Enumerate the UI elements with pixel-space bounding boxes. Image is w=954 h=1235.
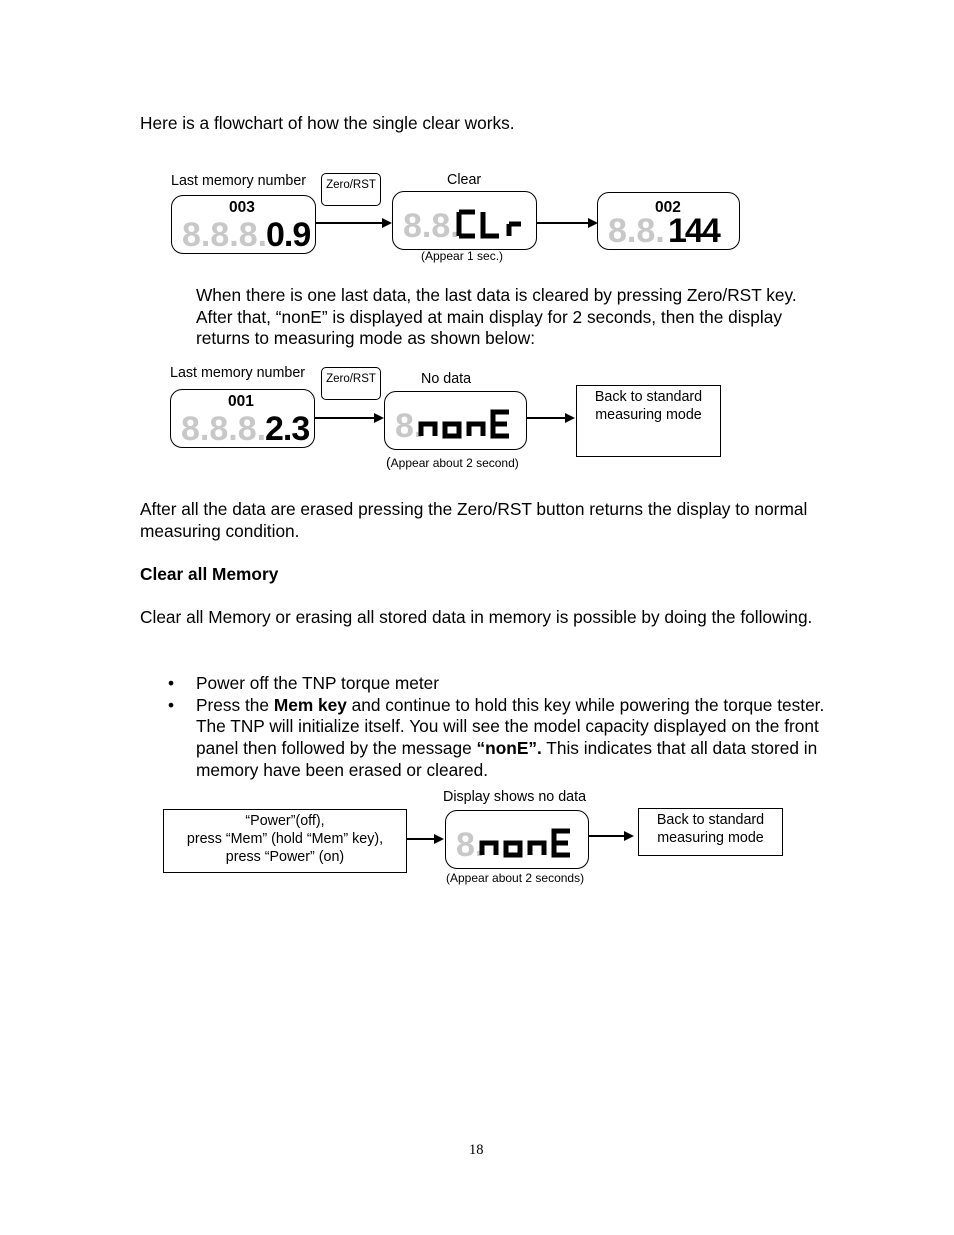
flow1-zero-rst-button: Zero/RST (321, 173, 381, 206)
flow2-note: (Appear about 2 second) (386, 454, 519, 470)
intro-text: Here is a flowchart of how the single clear works. (140, 113, 515, 133)
svg-text:0.9: 0.9 (266, 216, 310, 250)
flow2-result-box: Back to standard measuring mode (576, 385, 721, 457)
flow3-result-box: Back to standard measuring mode (638, 808, 783, 856)
flow3-step-box (163, 809, 407, 873)
flow3-note: (Appear about 2 seconds) (446, 871, 585, 885)
lcd-display-last-memory (171, 195, 316, 254)
svg-text:8.: 8. (456, 826, 485, 861)
lcd-digits (179, 410, 309, 444)
list-item: • Power off the TNP torque meter (168, 673, 440, 693)
step-line: press “Power” (on) (225, 849, 345, 865)
paragraph-after-erase: After all the data are erased pressing the Zero/RST button returns the display to normal measuring condition. (140, 499, 808, 541)
step-line: “Power”(off), (245, 813, 325, 829)
list-item: • Press the Mem key and continue to hold this key while powering the torque tester. The TNP will initialize itself. You will see the model capacity displayed on the front panel then followed by the message “nonE”. This indicates that all data stored in memory have been erased or cleared. (168, 694, 825, 780)
flow2-last-memory-label: Last memory number (170, 365, 306, 381)
svg-text:144: 144 (668, 212, 719, 246)
lcd-digits (180, 216, 310, 250)
flow1-arrows (310, 210, 610, 240)
svg-text:8.8.: 8.8. (608, 212, 665, 246)
flow2-zero-rst-button: Zero/RST (321, 367, 381, 400)
lcd-display-last-memory (170, 389, 315, 448)
svg-text:2.3: 2.3 (265, 410, 309, 444)
flow3-display-label: Display shows no data (443, 789, 587, 805)
flow1-note: (Appear 1 sec.) (421, 249, 504, 263)
lcd-display-after-clear (597, 192, 740, 250)
lcd-memory-number: 003 (229, 199, 255, 216)
step-line: press “Mem” (hold “Mem” key), (186, 831, 384, 847)
bullet-list (140, 673, 830, 782)
heading-clear-all-memory: Clear all Memory (140, 564, 279, 584)
lcd-digits (606, 212, 736, 246)
svg-text:8.8.: 8.8. (403, 207, 460, 242)
lcd-memory-number: 001 (228, 393, 254, 410)
svg-text:8.8.8.: 8.8.8. (181, 410, 267, 444)
flow3-arrows (400, 826, 640, 856)
svg-text:8.8.8.: 8.8.8. (182, 216, 268, 250)
svg-text:8.: 8. (395, 407, 424, 442)
flow2-arrows (310, 405, 585, 435)
flow2-no-data-label: No data (421, 371, 472, 387)
page-number: 18 (469, 1142, 484, 1158)
flow1-last-memory-label: Last memory number (171, 173, 307, 189)
lcd-memory-number: 002 (655, 199, 681, 216)
paragraph-clear-all: Clear all Memory or erasing all stored data in memory is possible by doing the following. (140, 607, 813, 627)
paragraph-last-data: When there is one last data, the last data is cleared by pressing Zero/RST key. After that, “nonE” is displayed at main display for 2 seconds, then the display returns to measuring mode as shown below: (196, 285, 797, 349)
flow1-clear-label: Clear (447, 172, 482, 188)
